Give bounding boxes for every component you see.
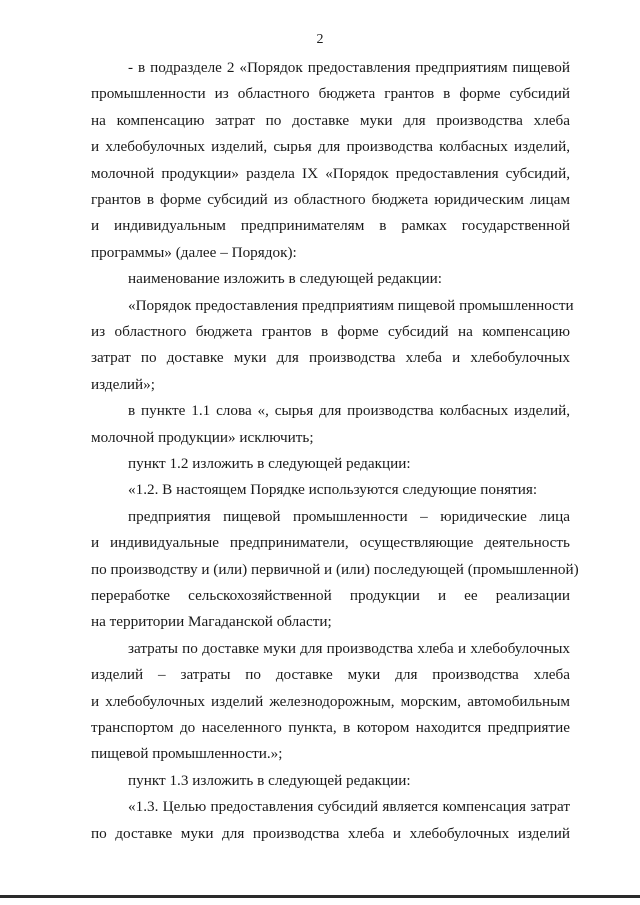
bottom-rule — [0, 895, 640, 898]
text-line: программы» (далее – Порядок): — [91, 243, 297, 261]
page-number: 2 — [316, 32, 324, 47]
text-line: пищевой промышленности.»; — [91, 745, 283, 763]
text-line: на компенсацию затрат по доставке муки для производства хлеба — [91, 111, 570, 129]
text-line: молочной продукции» раздела IX «Порядок предоставления субсидий, — [91, 164, 570, 182]
text-line: из областного бюджета грантов в форме субсидий на компенсацию — [91, 323, 570, 340]
text-line: молочной продукции» исключить; — [91, 428, 314, 446]
text-line: и индивидуальным предпринимателям в рамках государственной — [91, 217, 570, 235]
text-line: и хлебобулочных изделий, сырья для производства колбасных изделий, — [91, 138, 570, 156]
text-line: промышленности из областного бюджета грантов в форме субсидий — [91, 85, 570, 103]
text-line: изделий»; — [91, 375, 155, 393]
text-line: и хлебобулочных изделий железнодорожным, морским, автомобильным — [91, 692, 570, 710]
text-line: - в подразделе 2 «Порядок предоставления предприятиям пищевой — [128, 59, 570, 76]
text-line: «1.2. В настоящем Порядке используются следующие понятия: — [128, 481, 538, 499]
text-line: переработке сельскохозяйственной продукции и ее реализации — [91, 587, 570, 604]
text-line: по доставке муки для производства хлеба и хлебобулочных изделий — [91, 824, 570, 842]
text-line: затрат по доставке муки для производства хлеба и хлебобулочных — [91, 349, 570, 367]
text-line: «Порядок предоставления предприятиям пищевой промышленности — [128, 296, 574, 314]
text-line: пункт 1.3 изложить в следующей редакции: — [128, 771, 411, 789]
text-line: по производству и (или) первичной и (или) последующей (промышленной) — [91, 560, 579, 578]
text-line: предприятия пищевой промышленности – юридические лица — [128, 507, 570, 525]
text-line: пункт 1.2 изложить в следующей редакции: — [128, 455, 411, 472]
text-line: затраты по доставке муки для производства хлеба и хлебобулочных — [128, 639, 570, 657]
text-line: наименование изложить в следующей редакции: — [128, 270, 442, 288]
text-line: в пункте 1.1 слова «, сырья для производства колбасных изделий, — [128, 402, 570, 420]
text-line: «1.3. Целью предоставления субсидий является компенсация затрат — [128, 798, 570, 816]
text-line: изделий – затраты по доставке муки для производства хлеба — [91, 666, 570, 684]
text-line: на территории Магаданской области; — [91, 613, 332, 631]
text-line: грантов в форме субсидий из областного бюджета юридическим лицам — [91, 191, 570, 208]
text-line: и индивидуальные предприниматели, осуществляющие деятельность — [91, 534, 570, 552]
text-line: транспортом до населенного пункта, в котором находится предприятие — [91, 719, 570, 736]
